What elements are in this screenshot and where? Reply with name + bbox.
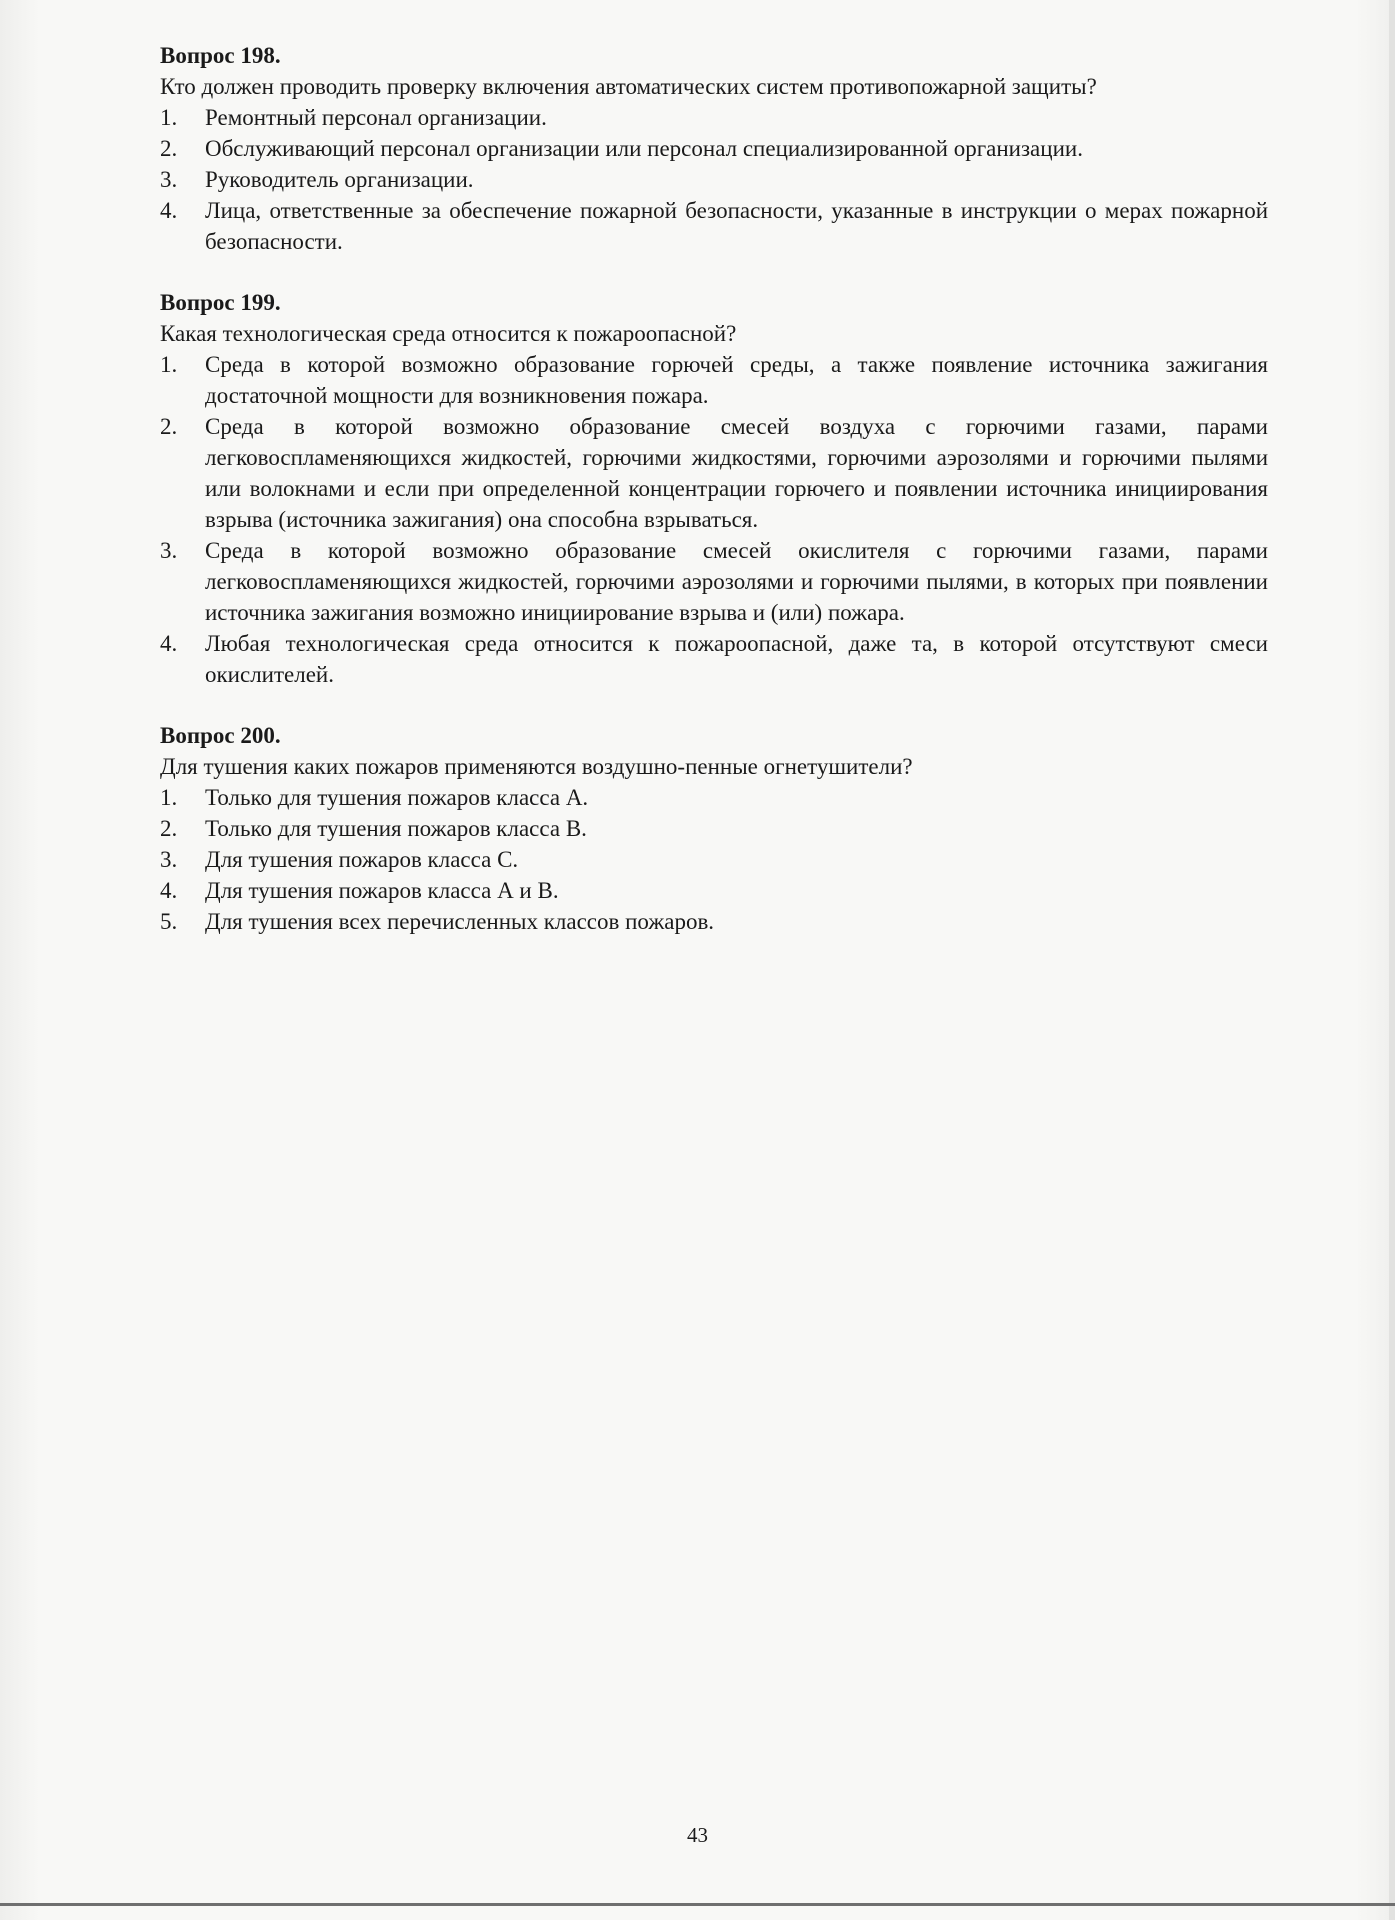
answer-item [160,628,1268,690]
answer-item [160,875,1268,906]
answer-text: Для тушения пожаров класса А и В. [205,878,559,903]
answer-list [160,782,1268,937]
answer-text: Среда в которой возможно образование смесей воздуха с горючими газами, парами легковоспламеняющихся жидкостей, горючими жидкостями, горючими аэрозолями и горючими пылями или волокнами и если при определенной концентрации горючего и появлении источника инициирования взрыва (источника зажигания) она способна взрываться. [205,414,1268,532]
answer-item [160,906,1268,937]
answer-number: 2. [160,136,178,161]
answer-number: 4. [160,878,178,903]
question-text: Кто должен проводить проверку включения автоматических систем противопожарной защиты? [160,74,1097,99]
answer-text: Руководитель организации. [205,167,474,192]
answer-item [160,535,1268,628]
answer-text: Среда в которой возможно образование горючей среды, а также появление источника зажигания достаточной мощности для возникновения пожара. [205,352,1268,408]
answer-text: Ремонтный персонал организации. [205,105,547,130]
answer-item [160,411,1268,535]
question-text: Какая технологическая среда относится к пожароопасной? [160,321,737,346]
question-199 [160,287,1268,690]
answer-text: Любая технологическая среда относится к пожароопасной, даже та, в которой отсутствуют смеси окислителей. [205,631,1268,687]
answer-text: Лица, ответственные за обеспечение пожарной безопасности, указанные в инструкции о мерах пожарной безопасности. [205,198,1268,254]
answer-number: 3. [160,538,178,563]
question-text: Для тушения каких пожаров применяются воздушно-пенные огнетушители? [160,754,913,779]
answer-number: 2. [160,414,178,439]
answer-text: Обслуживающий персонал организации или персонал специализированной организации. [205,136,1083,161]
question-198 [160,40,1268,257]
page-right-edge [1389,0,1395,1920]
answer-text: Только для тушения пожаров класса В. [205,816,587,841]
answer-item [160,349,1268,411]
answer-text: Среда в которой возможно образование смесей окислителя с горючими газами, парами легковоспламеняющихся жидкостей, горючими аэрозолями и горючими пылями, в которых при появлении источника зажигания возможно инициирование взрыва и (или) пожара. [205,538,1268,625]
answer-text: Для тушения всех перечисленных классов пожаров. [205,909,715,934]
answer-text: Для тушения пожаров класса С. [205,847,519,872]
answer-number: 3. [160,847,178,872]
answer-item [160,195,1268,257]
answer-number: 1. [160,105,178,130]
questions-container [160,40,1268,967]
page-bottom-edge [0,1903,1395,1906]
question-200 [160,720,1268,937]
answer-list [160,102,1268,257]
question-title: Вопрос 200. [160,723,281,748]
answer-number: 1. [160,352,178,377]
answer-item [160,164,1268,195]
answer-list [160,349,1268,690]
question-title: Вопрос 198. [160,43,281,68]
answer-number: 1. [160,785,178,810]
answer-item [160,782,1268,813]
answer-number: 5. [160,909,178,934]
page-number: 43 [687,1823,708,1847]
answer-item [160,102,1268,133]
answer-number: 3. [160,167,178,192]
answer-item [160,844,1268,875]
answer-text: Только для тушения пожаров класса А. [205,785,589,810]
question-title: Вопрос 199. [160,290,281,315]
answer-number: 4. [160,631,178,656]
answer-number: 4. [160,198,178,223]
answer-item [160,813,1268,844]
answer-number: 2. [160,816,178,841]
answer-item [160,133,1268,164]
